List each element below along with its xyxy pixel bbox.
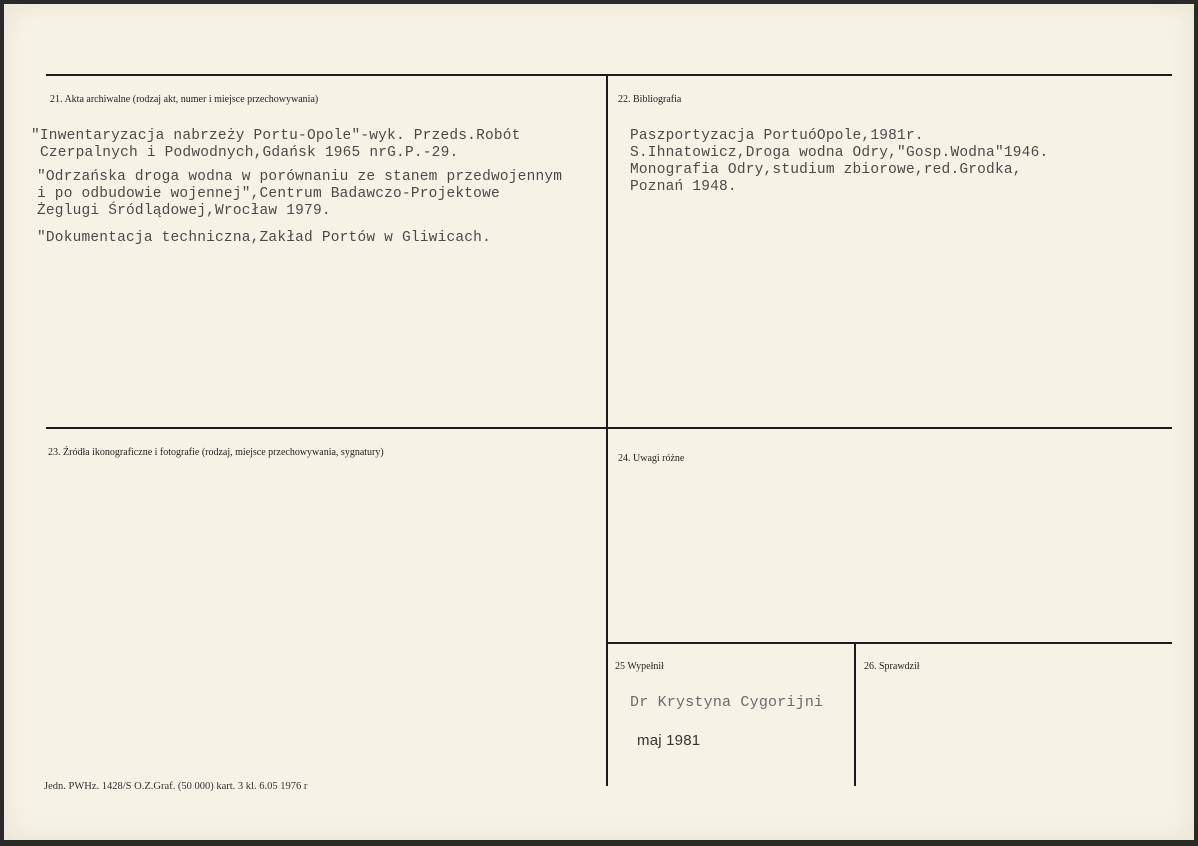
archive-entry-2-line-3: Żeglugi Śródlądowej,Wrocław 1979.	[37, 203, 331, 219]
section-23-label: 23. Źródła ikonograficzne i fotografie (rodzaj, miejsce przechowywania, sygnatury)	[48, 447, 384, 458]
bibliography-entry-3-line-1: Monografia Odry,studium zbiorowe,red.Grodka,	[630, 162, 1022, 178]
filled-by-name: Dr Krystyna Cygorijni	[630, 694, 824, 711]
record-card	[4, 4, 1194, 840]
section-21-label: 21. Akta archiwalne (rodzaj akt, numer i miejsce przechowywania)	[50, 94, 319, 105]
filled-by-date: maj 1981	[637, 732, 701, 749]
center-divider	[606, 74, 608, 786]
archive-entry-2-line-2: i po odbudowie wojennej",Centrum Badawczo-Projektowe	[37, 186, 500, 202]
top-rule	[46, 74, 1172, 76]
section-24-label: 24. Uwagi różne	[618, 453, 685, 464]
section-22-label: 22. Bibliografia	[618, 94, 682, 105]
archive-entry-3: "Dokumentacja techniczna,Zakład Portów w Gliwicach.	[37, 230, 491, 246]
bibliography-entry-2: S.Ihnatowicz,Droga wodna Odry,"Gosp.Wodna"1946.	[630, 145, 1049, 161]
signature-rule	[606, 642, 1172, 644]
section-26-label: 26. Sprawdził	[864, 661, 920, 672]
bibliography-entry-1: Paszportyzacja PortuóOpole,1981r.	[630, 128, 924, 144]
section-25-label: 25 Wypełnił	[615, 661, 664, 672]
signature-divider	[854, 642, 856, 786]
middle-rule	[46, 427, 1172, 429]
print-footer: Jedn. PWHz. 1428/S O.Z.Graf. (50 000) kart. 3 kl. 6.05 1976 r	[44, 781, 308, 792]
archive-entry-2-line-1: "Odrzańska droga wodna w porównaniu ze stanem przedwojennym	[37, 169, 563, 185]
archive-entry-1-line-2: Czerpalnych i Podwodnych,Gdańsk 1965 nrG.P.-29.	[40, 145, 459, 161]
bibliography-entry-3-line-2: Poznań 1948.	[630, 179, 737, 195]
archive-entry-1-line-1: "Inwentaryzacja nabrzeży Portu-Opole"-wyk. Przeds.Robót	[31, 128, 521, 144]
